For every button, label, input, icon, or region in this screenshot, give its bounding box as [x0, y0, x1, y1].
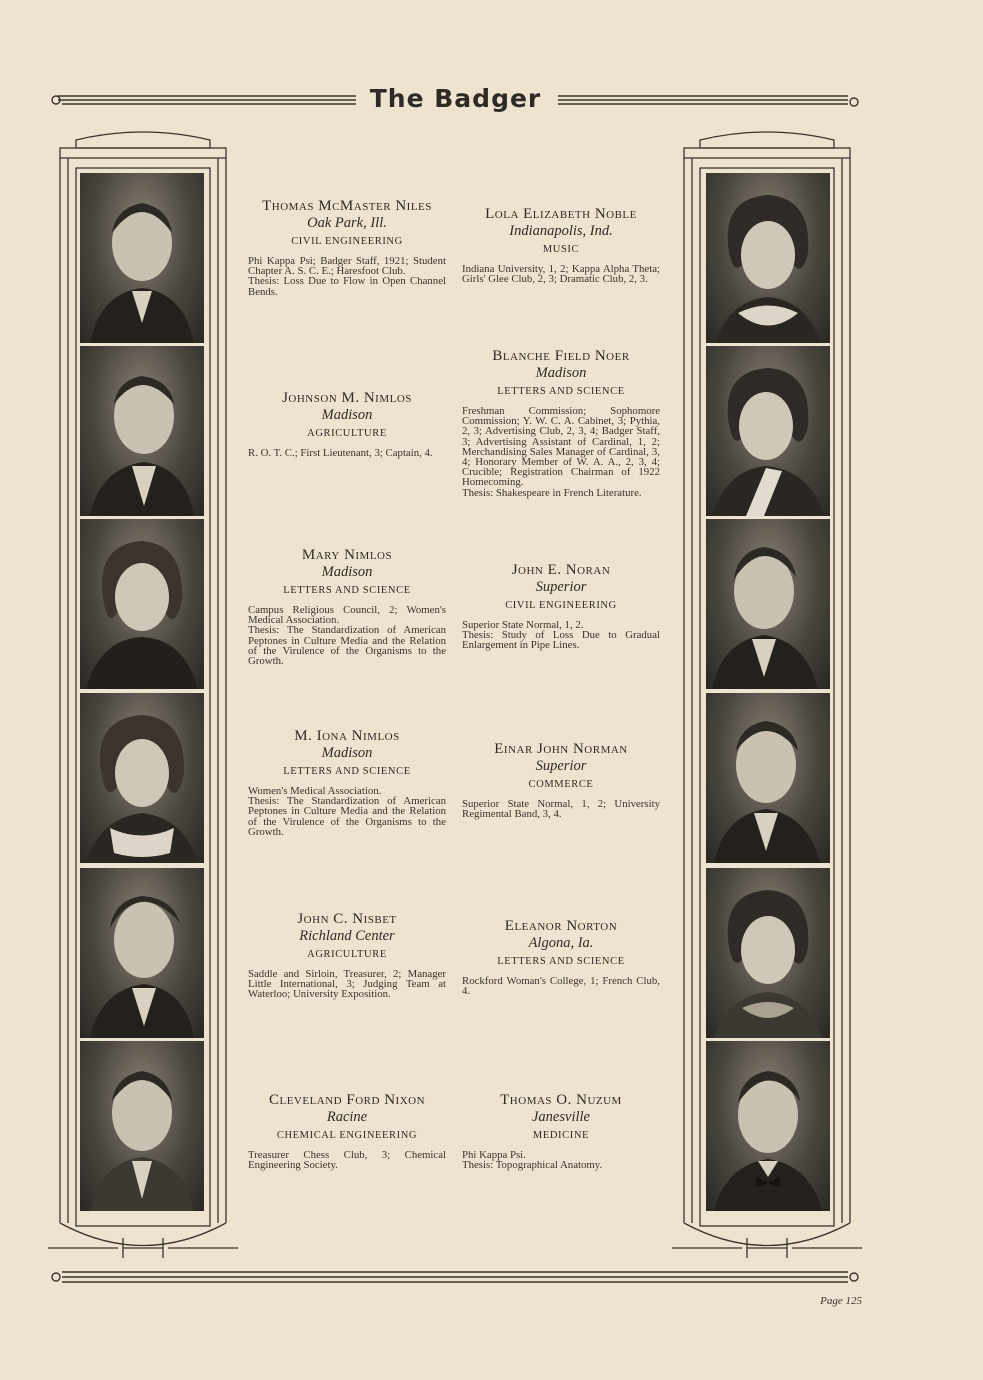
student-activities: Saddle and Sirloin, Treasurer, 2; Manager Little International, 3; Judging Team at Waterloo; University Exposition.: [248, 968, 446, 1001]
page-header: [48, 80, 863, 120]
page-number: Page 125: [820, 1295, 862, 1307]
student-hometown: Superior: [535, 579, 587, 595]
student-department: LETTERS AND SCIENCE: [283, 766, 411, 777]
student-name: John E. Noran: [511, 562, 611, 578]
student-name: Thomas O. Nuzum: [500, 1092, 622, 1108]
student-activities: R. O. T. C.; First Lieutenant, 3; Captain, 4.: [248, 447, 433, 459]
portrait-photo: [706, 868, 830, 1038]
student-name: Eleanor Norton: [504, 918, 618, 934]
student-activities: Rockford Woman's College, 1; French Club, 4.: [462, 975, 660, 998]
student-entry: [248, 390, 446, 458]
student-name: Lola Elizabeth Noble: [485, 206, 637, 222]
student-entry: [248, 911, 446, 1000]
footer-ornament: [48, 1266, 863, 1290]
student-name: Cleveland Ford Nixon: [268, 1092, 426, 1108]
portrait-photo: [80, 1041, 204, 1211]
portrait-photo: [706, 693, 830, 863]
student-name: John C. Nisbet: [297, 911, 397, 927]
portrait-photo: [80, 346, 204, 516]
portrait-photo: [80, 519, 204, 689]
student-activities: Women's Medical Association. Thesis: The Standardization of American Peptones in Culture Media and the Relation of the Virulence of the Organisms to the Growth.: [248, 785, 446, 838]
student-activities: Superior State Normal, 1, 2; University Regimental Band, 3, 4.: [462, 798, 660, 821]
student-activities: Indiana University, 1, 2; Kappa Alpha Theta; Girls' Glee Club, 2, 3; Dramatic Club, 2, 3.: [462, 263, 660, 286]
student-department: COMMERCE: [528, 779, 594, 790]
student-activities: Superior State Normal, 1, 2. Thesis: Study of Loss Due to Gradual Enlargement in Pipe Lines.: [462, 619, 660, 652]
student-name: Einar John Norman: [494, 741, 628, 757]
student-hometown: Superior: [535, 758, 587, 774]
student-department: CHEMICAL ENGINEERING: [276, 1130, 418, 1141]
student-hometown: Indianapolis, Ind.: [509, 223, 613, 239]
student-activities: Phi Kappa Psi. Thesis: Topographical Anatomy.: [462, 1149, 603, 1172]
student-entry: [462, 206, 660, 284]
right-photo-column: [672, 128, 862, 1258]
portrait-photo: [706, 173, 830, 343]
student-activities: Phi Kappa Psi; Badger Staff, 1921; Student Chapter A. S. C. E.; Haresfoot Club. Thesis: Loss Due to Flow in Open Channel Bends.: [248, 255, 446, 298]
student-hometown: Madison: [321, 407, 373, 423]
student-department: MUSIC: [542, 244, 580, 255]
student-hometown: Algona, Ia.: [528, 935, 594, 951]
student-department: AGRICULTURE: [307, 428, 387, 439]
student-hometown: Madison: [321, 745, 373, 761]
student-hometown: Richland Center: [299, 928, 395, 944]
portrait-photo: [706, 1041, 830, 1211]
student-entry: [462, 562, 660, 651]
portrait-photo: [80, 693, 204, 863]
student-entry: [462, 918, 660, 996]
student-department: AGRICULTURE: [307, 949, 387, 960]
portrait-photo: [706, 519, 830, 689]
student-hometown: Madison: [321, 564, 373, 580]
portrait-photo: [80, 173, 204, 343]
portrait-photo: [706, 346, 830, 516]
student-entry: [462, 1092, 660, 1170]
student-activities: Freshman Commission; Sophomore Commission; Y. W. C. A. Cabinet, 3; Pythia, 2, 3; Advertising Club, 2, 3, 4; Badger Staff, 3; Advertising Assistant of Cardinal, 1, 2; Merchandising Sales Manager of Cardinal, 3, 4; Honorary Member of W. A. A., 2, 3, 4; Crucible; Registration Chairman of 1922 Homecoming. Thesis: Shakespeare in French Literature.: [462, 405, 660, 499]
student-name: Thomas McMaster Niles: [262, 198, 432, 214]
student-name: Blanche Field Noer: [492, 348, 630, 364]
student-name: Mary Nimlos: [301, 547, 393, 563]
left-photo-column: [48, 128, 238, 1258]
student-name: Johnson M. Nimlos: [282, 390, 412, 406]
student-department: LETTERS AND SCIENCE: [497, 386, 625, 397]
student-entry: [248, 547, 446, 666]
student-entry: [462, 741, 660, 819]
student-entry: [248, 198, 446, 297]
student-entry: [248, 1092, 446, 1170]
page-title: The Badger: [369, 84, 542, 113]
student-entry: [248, 728, 446, 837]
portrait-photo: [80, 868, 204, 1038]
student-hometown: Janesville: [532, 1109, 590, 1125]
student-hometown: Racine: [326, 1109, 368, 1125]
student-department: MEDICINE: [532, 1130, 590, 1141]
student-activities: Treasurer Chess Club, 3; Chemical Engineering Society.: [248, 1149, 446, 1172]
student-department: LETTERS AND SCIENCE: [497, 956, 625, 967]
student-activities: Campus Religious Council, 2; Women's Medical Association. Thesis: The Standardization of American Peptones in Culture Media and the Relation of the Virulence of the Organisms to the Growth.: [248, 604, 446, 668]
student-hometown: Madison: [535, 365, 587, 381]
student-name: M. Iona Nimlos: [294, 728, 400, 744]
student-department: LETTERS AND SCIENCE: [283, 585, 411, 596]
student-department: CIVIL ENGINEERING: [291, 236, 403, 247]
student-hometown: Oak Park, Ill.: [307, 215, 387, 231]
student-department: CIVIL ENGINEERING: [505, 600, 617, 611]
student-entry: [462, 348, 660, 498]
